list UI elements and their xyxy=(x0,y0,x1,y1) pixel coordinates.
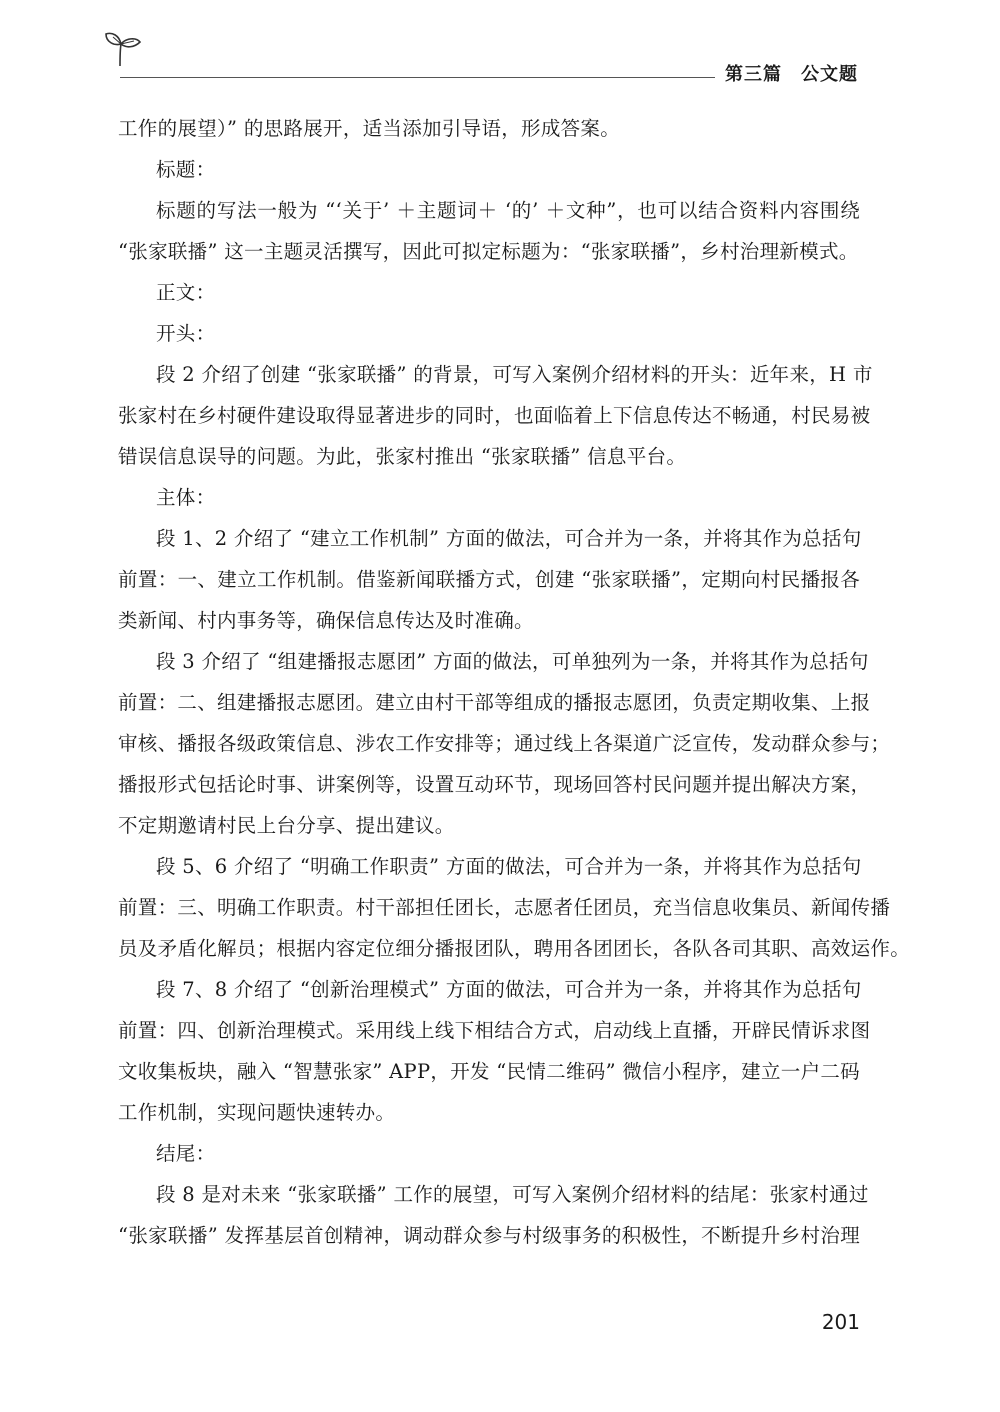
text-line: 段 2 介绍了创建 “张家联播” 的背景，可写入案例介绍材料的开头：近年来，H 市 xyxy=(156,363,873,386)
text-line: 工作的展望）” 的思路展开，适当添加引导语，形成答案。 xyxy=(118,117,621,140)
text-line: 不定期邀请村民上台分享、提出建议。 xyxy=(118,814,455,837)
text-line: 段 1、2 介绍了 “建立工作机制” 方面的做法，可合并为一条，并将其作为总括句 xyxy=(156,527,862,550)
text-line: 主体： xyxy=(156,486,216,509)
text-line: 开头： xyxy=(156,322,216,345)
text-line: 播报形式包括论时事、讲案例等，设置互动环节，现场回答村民问题并提出解决方案， xyxy=(118,773,871,796)
text-line: 段 8 是对未来 “张家联播” 工作的展望，可写入案例介绍材料的结尾：张家村通过 xyxy=(156,1183,869,1206)
text-line: 前置：三、明确工作职责。村干部担任团长，志愿者任团员，充当信息收集员、新闻传播 xyxy=(118,896,891,919)
text-line: 段 3 介绍了 “组建播报志愿团” 方面的做法，可单独列为一条，并将其作为总括句 xyxy=(156,650,869,673)
text-line: 前置：二、组建播报志愿团。建立由村干部等组成的播报志愿团，负责定期收集、上报 xyxy=(118,691,871,714)
text-line: 审核、播报各级政策信息、涉农工作安排等；通过线上各渠道广泛宣传，发动群众参与； xyxy=(118,732,891,755)
text-line: “张家联播” 这一主题灵活撰写，因此可拟定标题为：“张家联播”，乡村治理新模式。 xyxy=(118,240,859,263)
text-line: 前置：四、创新治理模式。采用线上线下相结合方式，启动线上直播，开辟民情诉求图 xyxy=(118,1019,871,1042)
text-line: 前置：一、建立工作机制。借鉴新闻联播方式，创建 “张家联播”，定期向村民播报各 xyxy=(118,568,860,591)
sprout-icon xyxy=(100,22,146,68)
text-line: “张家联播” 发挥基层首创精神，调动群众参与村级事务的积极性，不断提升乡村治理 xyxy=(118,1224,860,1247)
text-line: 文收集板块，融入 “智慧张家” APP，开发 “民情二维码” 微信小程序，建立一户二码 xyxy=(118,1060,860,1083)
section-title: 第三篇 公文题 xyxy=(725,64,858,85)
text-line: 段 7、8 介绍了 “创新治理模式” 方面的做法，可合并为一条，并将其作为总括句 xyxy=(156,978,862,1001)
text-line: 结尾： xyxy=(156,1142,216,1165)
text-line: 错误信息误导的问题。为此，张家村推出 “张家联播” 信息平台。 xyxy=(118,445,687,468)
text-line: 工作机制，实现问题快速转办。 xyxy=(118,1101,396,1124)
text-line: 标题的写法一般为 “‘关于’ ＋主题词＋ ‘的’ ＋文种”，也可以结合资料内容围绕 xyxy=(156,199,860,222)
page-number: 201 xyxy=(821,1310,860,1334)
text-line: 正文： xyxy=(156,281,216,304)
text-line: 张家村在乡村硬件建设取得显著进步的同时，也面临着上下信息传达不畅通，村民易被 xyxy=(118,404,871,427)
text-line: 标题： xyxy=(156,158,216,181)
page-header xyxy=(100,22,860,85)
text-line: 段 5、6 介绍了 “明确工作职责” 方面的做法，可合并为一条，并将其作为总括句 xyxy=(156,855,862,878)
text-line: 类新闻、村内事务等，确保信息传达及时准确。 xyxy=(118,609,534,632)
header-rule xyxy=(120,77,715,78)
text-line: 员及矛盾化解员；根据内容定位细分播报团队，聘用各团团长，各队各司其职、高效运作。 xyxy=(118,937,911,960)
document-body xyxy=(118,108,911,1256)
